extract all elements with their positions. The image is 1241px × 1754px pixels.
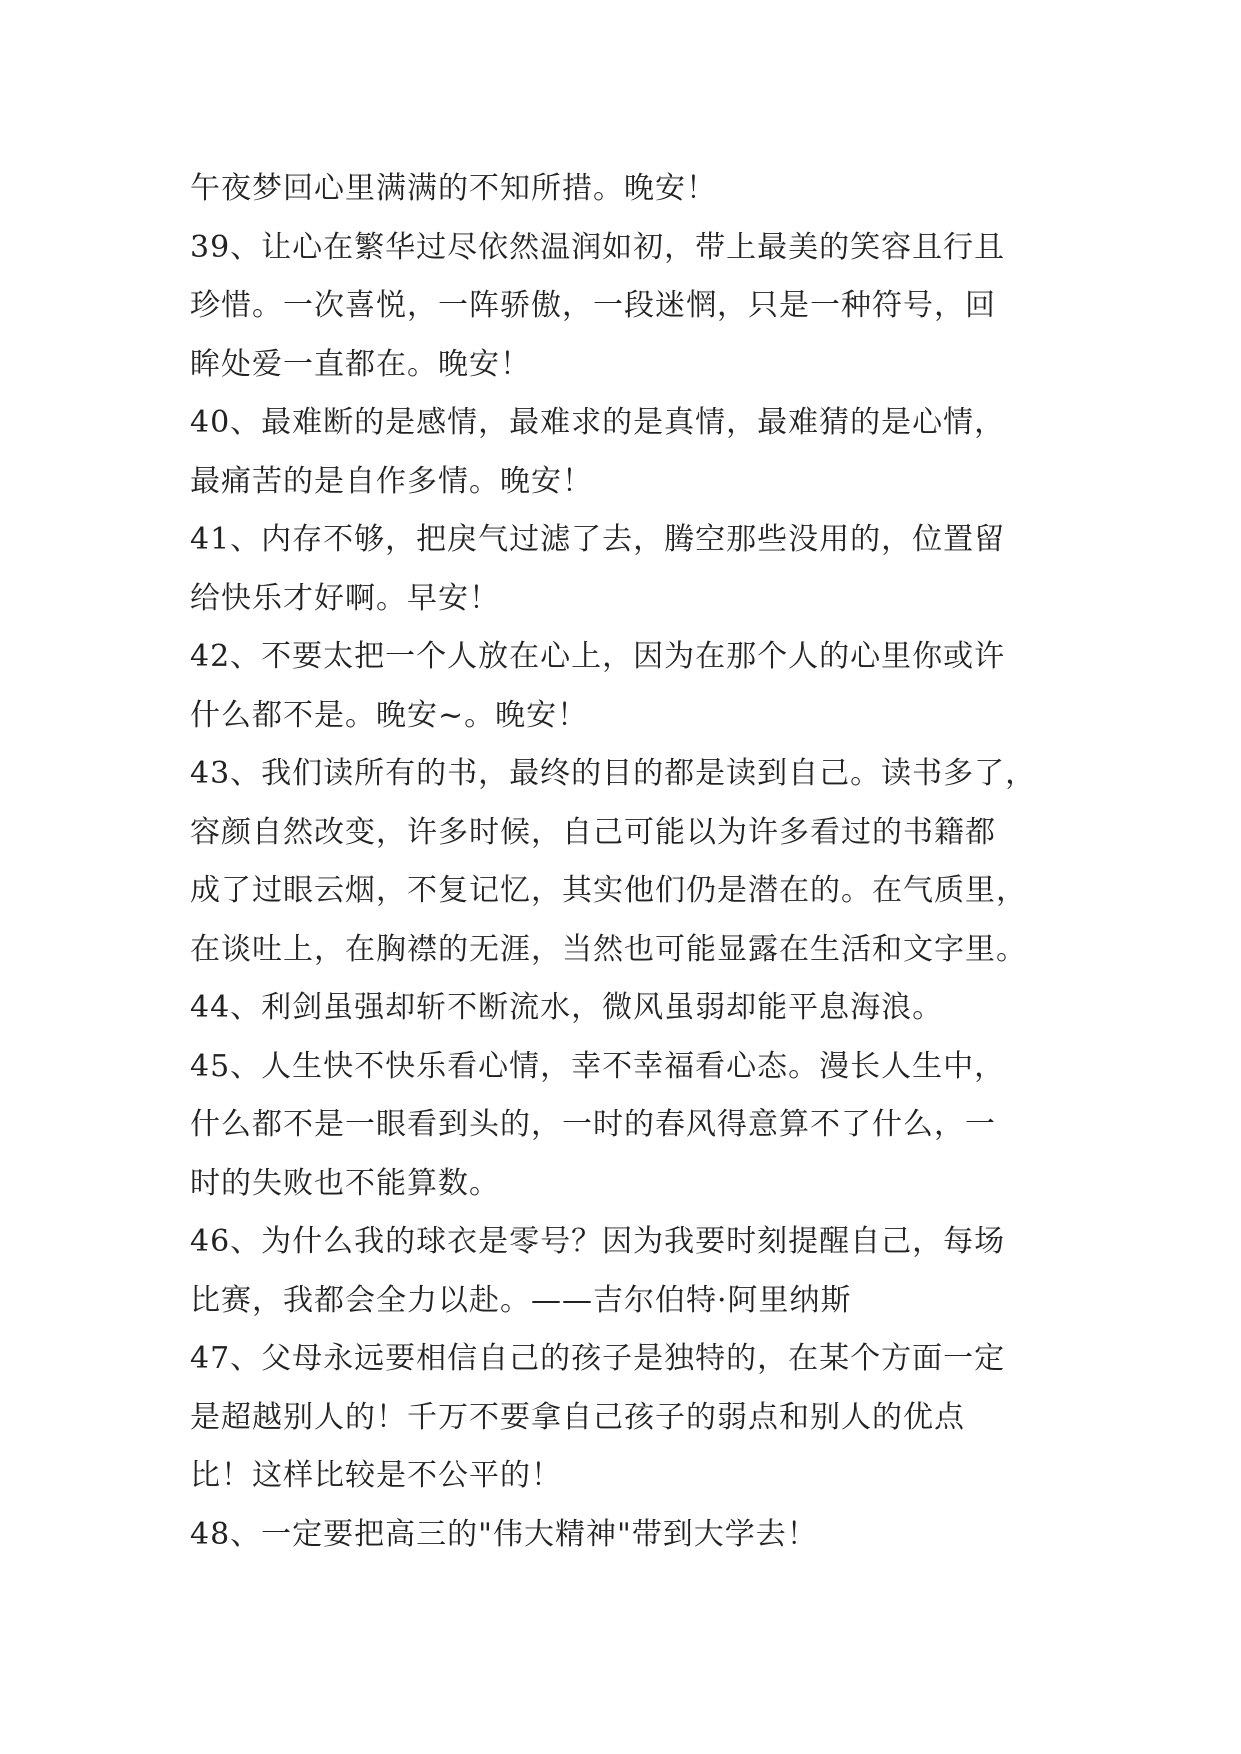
text-line: 41、内存不够，把戾气过滤了去，腾空那些没用的，位置留 [190, 522, 1006, 557]
text-line: 48、一定要把高三的"伟大精神"带到大学去！ [190, 1516, 818, 1552]
text-line: 给快乐才好啊。早安！ [190, 580, 500, 616]
text-line: 是超越别人的！千万不要拿自己孩子的弱点和别人的优点 [190, 1399, 965, 1435]
text-line: 午夜梦回心里满满的不知所措。晚安！ [190, 171, 717, 206]
document-body [190, 160, 1050, 1564]
text-line: 时的失败也不能算数。 [190, 1165, 500, 1201]
text-line: 40、最难断的是感情，最难求的是真情，最难猜的是心情， [190, 405, 1006, 440]
text-line: 42、不要太把一个人放在心上，因为在那个人的心里你或许 [190, 639, 1006, 674]
text-line: 成了过眼云烟，不复记忆，其实他们仍是潜在的。在气质里， [190, 873, 1027, 908]
text-line: 珍惜。一次喜悦，一阵骄傲，一段迷惘，只是一种符号，回 [190, 288, 996, 323]
text-line: 46、为什么我的球衣是零号？因为我要时刻提醒自己，每场 [190, 1224, 1006, 1259]
text-line: 比！这样比较是不公平的！ [190, 1458, 562, 1493]
text-line: 容颜自然改变，许多时候，自己可能以为许多看过的书籍都 [190, 814, 996, 850]
text-line: 什么都不是。晚安~。晚安！ [190, 697, 589, 733]
text-line: 44、利剑虽强却斩不断流水，微风虽弱却能平息海浪。 [190, 990, 944, 1025]
text-line: 47、父母永远要相信自己的孩子是独特的，在某个方面一定 [190, 1341, 1006, 1376]
text-line: 45、人生快不快乐看心情，幸不幸福看心态。漫长人生中， [190, 1048, 1006, 1084]
text-line: 比赛，我都会全力以赴。——吉尔伯特·阿里纳斯 [190, 1282, 852, 1318]
text-line: 眸处爱一直都在。晚安！ [190, 346, 531, 382]
text-line: 什么都不是一眼看到头的，一时的春风得意算不了什么，一 [190, 1107, 996, 1142]
text-line: 43、我们读所有的书，最终的目的都是读到自己。读书多了， [190, 756, 1037, 791]
text-line: 最痛苦的是自作多情。晚安！ [190, 463, 593, 499]
text-line: 39、让心在繁华过尽依然温润如初，带上最美的笑容且行且 [190, 229, 1006, 265]
text-line: 在谈吐上，在胸襟的无涯，当然也可能显露在生活和文字里。 [190, 931, 1027, 967]
